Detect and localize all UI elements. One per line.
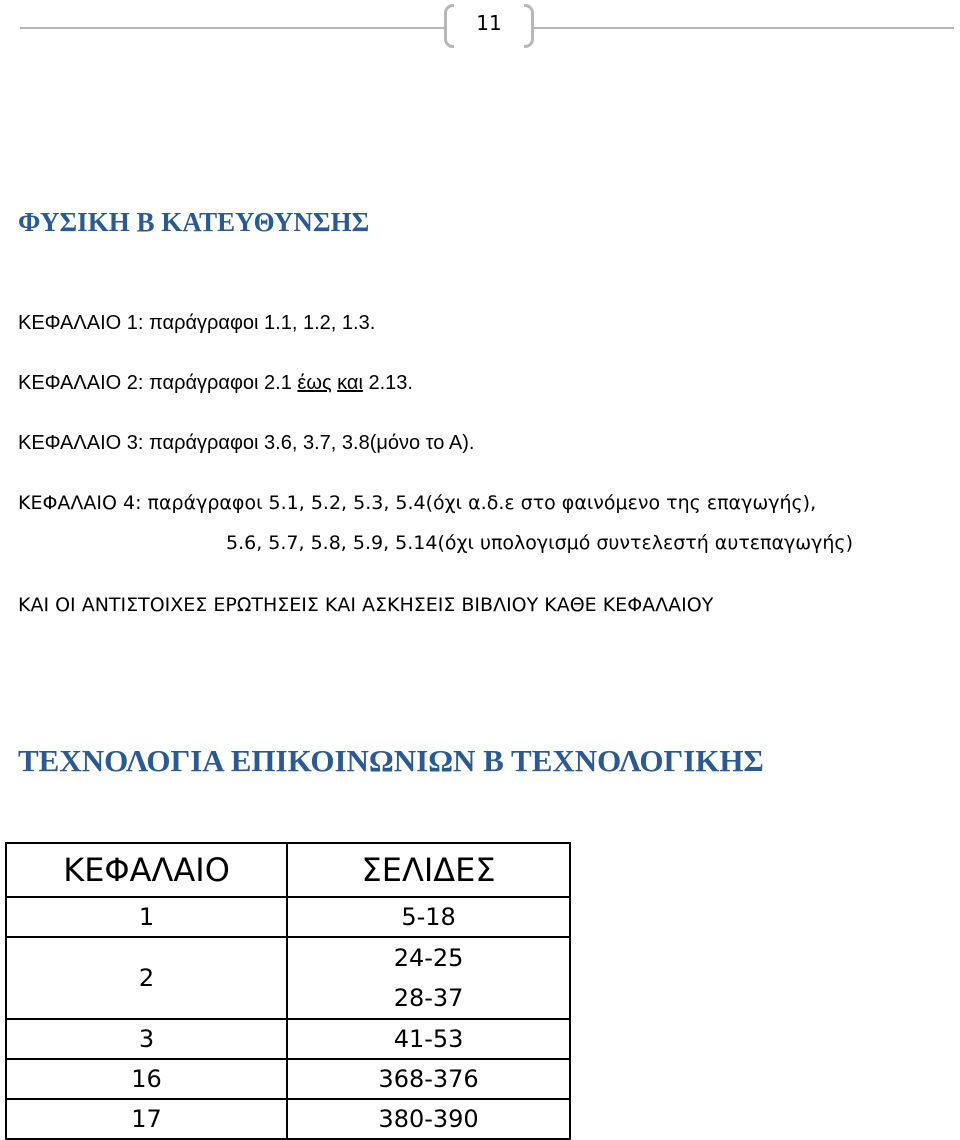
physics-chapter-2-text: ΚΕΦΑΛΑΙΟ 2: παράγραφοι 2.1	[18, 372, 298, 394]
chapter-cell: 17	[6, 1099, 287, 1139]
page-number-left-brace	[444, 4, 454, 48]
page-number: 11	[476, 11, 502, 35]
chapters-table	[5, 842, 571, 1140]
physics-chapter-1: ΚΕΦΑΛΑΙΟ 1: παράγραφοι 1.1, 1.2, 1.3.	[18, 312, 376, 334]
pages-range: 24-25	[393, 944, 464, 972]
underlined-word-kai: και	[337, 372, 363, 394]
pages-range: 28-37	[393, 984, 464, 1012]
column-header-chapter: ΚΕΦΑΛΑΙΟ	[6, 843, 287, 897]
table-header-row	[6, 843, 570, 897]
chapter-cell: 3	[6, 1019, 287, 1059]
page-number-right-brace	[524, 4, 534, 48]
pages-cell	[287, 937, 570, 1019]
pages-cell: 368-376	[287, 1059, 570, 1099]
underlined-word-eos: έως	[297, 372, 332, 394]
physics-chapter-2	[18, 372, 413, 395]
pages-cell: 380-390	[287, 1099, 570, 1139]
technology-section-title: ΤΕΧΝΟΛΟΓΙΑ ΕΠΙΚΟΙΝΩΝΙΩΝ Β ΤΕΧΝΟΛΟΓΙΚΗΣ	[18, 743, 764, 778]
physics-note: ΚΑΙ ΟΙ ΑΝΤΙΣΤΟΙΧΕΣ ΕΡΩΤΗΣΕΙΣ ΚΑΙ ΑΣΚΗΣΕΙΣ ΒΙΒΛΙΟΥ ΚΑΘΕ ΚΕΦΑΛΑΙΟΥ	[18, 594, 714, 616]
table-row	[6, 1019, 570, 1059]
column-header-pages: ΣΕΛΙΔΕΣ	[287, 843, 570, 897]
pages-cell: 5-18	[287, 897, 570, 937]
table-row	[6, 1059, 570, 1099]
table-row	[6, 1099, 570, 1139]
physics-chapter-4-line-1: ΚΕΦΑΛΑΙΟ 4: παράγραφοι 5.1, 5.2, 5.3, 5.4(όχι α.δ.ε στο φαινόμενο της επαγωγής),	[18, 492, 817, 514]
chapter-cell: 16	[6, 1059, 287, 1099]
table-row	[6, 937, 570, 1019]
chapter-cell: 1	[6, 897, 287, 937]
header-rule-left	[20, 27, 444, 29]
table-row	[6, 897, 570, 937]
physics-chapter-2-end: 2.13.	[362, 372, 413, 394]
chapter-cell: 2	[6, 937, 287, 1019]
physics-section-title: ΦΥΣΙΚΗ Β ΚΑΤΕΥΘΥΝΣΗΣ	[18, 207, 370, 237]
physics-chapter-3: ΚΕΦΑΛΑΙΟ 3: παράγραφοι 3.6, 3.7, 3.8(μόνο το Α).	[18, 432, 475, 454]
header-rule-right	[534, 27, 954, 29]
physics-chapter-4-line-2: 5.6, 5.7, 5.8, 5.9, 5.14(όχι υπολογισμό συντελεστή αυτεπαγωγής)	[226, 532, 853, 554]
pages-cell: 41-53	[287, 1019, 570, 1059]
